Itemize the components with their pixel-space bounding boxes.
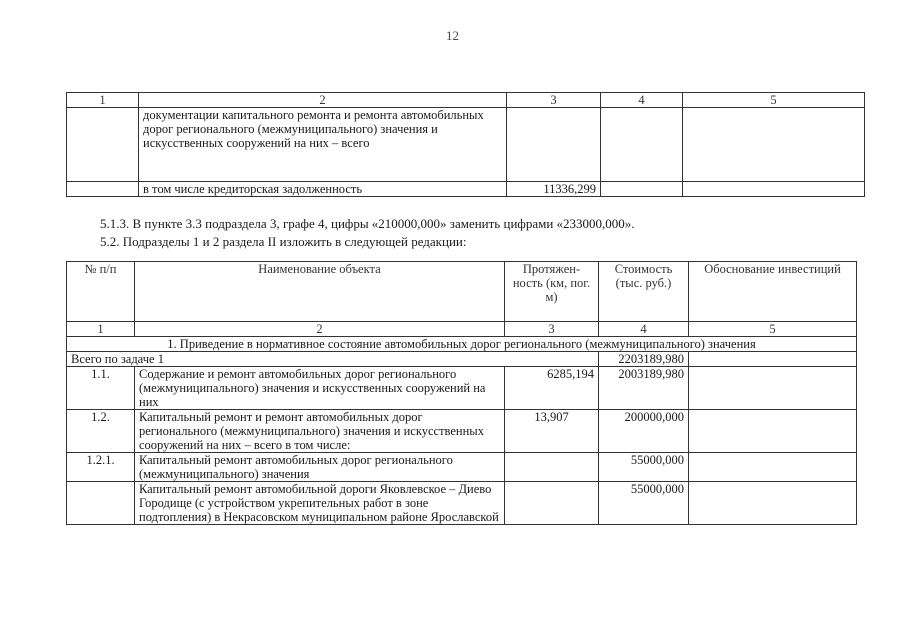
row-name: Капитальный ремонт автомобильных дорог регионального (межмуниципального) значения bbox=[135, 453, 505, 482]
table1-cell-basis bbox=[683, 182, 865, 197]
section-title-row bbox=[67, 337, 857, 352]
table-row bbox=[67, 482, 857, 525]
header-num: № п/п bbox=[67, 262, 135, 322]
row-basis bbox=[689, 410, 857, 453]
row-cost: 55000,000 bbox=[599, 453, 689, 482]
table1-header-cell: 3 bbox=[507, 93, 601, 108]
column-numbers-row bbox=[67, 322, 857, 337]
table1-cell-num bbox=[67, 182, 139, 197]
column-number: 5 bbox=[689, 322, 857, 337]
row-num: 1.2.1. bbox=[67, 453, 135, 482]
table-row bbox=[67, 367, 857, 410]
total-row bbox=[67, 352, 857, 367]
row-cost: 55000,000 bbox=[599, 482, 689, 525]
table1-cell-cost bbox=[601, 182, 683, 197]
table1-cell-name: в том числе кредиторская задолженность bbox=[139, 182, 507, 197]
row-basis bbox=[689, 367, 857, 410]
table1-cell-num bbox=[67, 108, 139, 182]
paragraph-5-2: 5.2. Подразделы 1 и 2 раздела II изложить в следующей редакции: bbox=[100, 234, 467, 249]
row-name: Содержание и ремонт автомобильных дорог регионального (межмуниципального) значения и искусственных сооружений на них bbox=[135, 367, 505, 410]
header-length: Протяжен-ность (км, пог. м) bbox=[505, 262, 599, 322]
header-cost: Стоимость (тыс. руб.) bbox=[599, 262, 689, 322]
paragraph-5-1-3: 5.1.3. В пункте 3.3 подраздела 3, графе 4, цифры «210000,000» заменить цифрами «233000,000». bbox=[100, 216, 635, 231]
table1-cell-basis bbox=[683, 108, 865, 182]
row-num bbox=[67, 482, 135, 525]
row-num: 1.2. bbox=[67, 410, 135, 453]
continued-table bbox=[66, 92, 865, 197]
row-length: 13,907 bbox=[505, 410, 599, 453]
row-cost: 2003189,980 bbox=[599, 367, 689, 410]
table2-header-row bbox=[67, 262, 857, 322]
table1-header-cell: 4 bbox=[601, 93, 683, 108]
header-name: Наименование объекта bbox=[135, 262, 505, 322]
table-row bbox=[67, 182, 865, 197]
row-num: 1.1. bbox=[67, 367, 135, 410]
table1-cell-name: документации капитального ремонта и ремонта автомобильных дорог регионального (межмуниципального) значения и искусственных сооружений на них – всего bbox=[139, 108, 507, 182]
table-row bbox=[67, 108, 865, 182]
row-length bbox=[505, 453, 599, 482]
row-length bbox=[505, 482, 599, 525]
column-number: 3 bbox=[505, 322, 599, 337]
column-number: 1 bbox=[67, 322, 135, 337]
table1-cell-length: 11336,299 bbox=[507, 182, 601, 197]
table-row bbox=[67, 453, 857, 482]
row-basis bbox=[689, 482, 857, 525]
section-title: 1. Приведение в нормативное состояние автомобильных дорог регионального (межмуниципального) значения bbox=[67, 337, 857, 352]
objects-table bbox=[66, 261, 857, 525]
total-label: Всего по задаче 1 bbox=[67, 352, 599, 367]
table-row bbox=[67, 410, 857, 453]
column-number: 4 bbox=[599, 322, 689, 337]
table1-cell-cost bbox=[601, 108, 683, 182]
page-number: 12 bbox=[446, 28, 459, 43]
row-length: 6285,194 bbox=[505, 367, 599, 410]
table1-header-cell: 2 bbox=[139, 93, 507, 108]
table1-header-cell: 1 bbox=[67, 93, 139, 108]
row-name: Капитальный ремонт и ремонт автомобильных дорог регионального (межмуниципального) значения и искусственных сооружений на них – всего в том числе: bbox=[135, 410, 505, 453]
row-basis bbox=[689, 453, 857, 482]
total-cost: 2203189,980 bbox=[599, 352, 689, 367]
total-basis bbox=[689, 352, 857, 367]
header-basis: Обоснование инвестиций bbox=[689, 262, 857, 322]
table1-header-cell: 5 bbox=[683, 93, 865, 108]
table1-header-row bbox=[67, 93, 865, 108]
row-name: Капитальный ремонт автомобильной дороги Яковлевское – Диево Городище (с устройством укрепительных работ в зоне подтопления) в Некрасовском муниципальном районе Ярославской bbox=[135, 482, 505, 525]
table1-cell-length bbox=[507, 108, 601, 182]
row-cost: 200000,000 bbox=[599, 410, 689, 453]
column-number: 2 bbox=[135, 322, 505, 337]
